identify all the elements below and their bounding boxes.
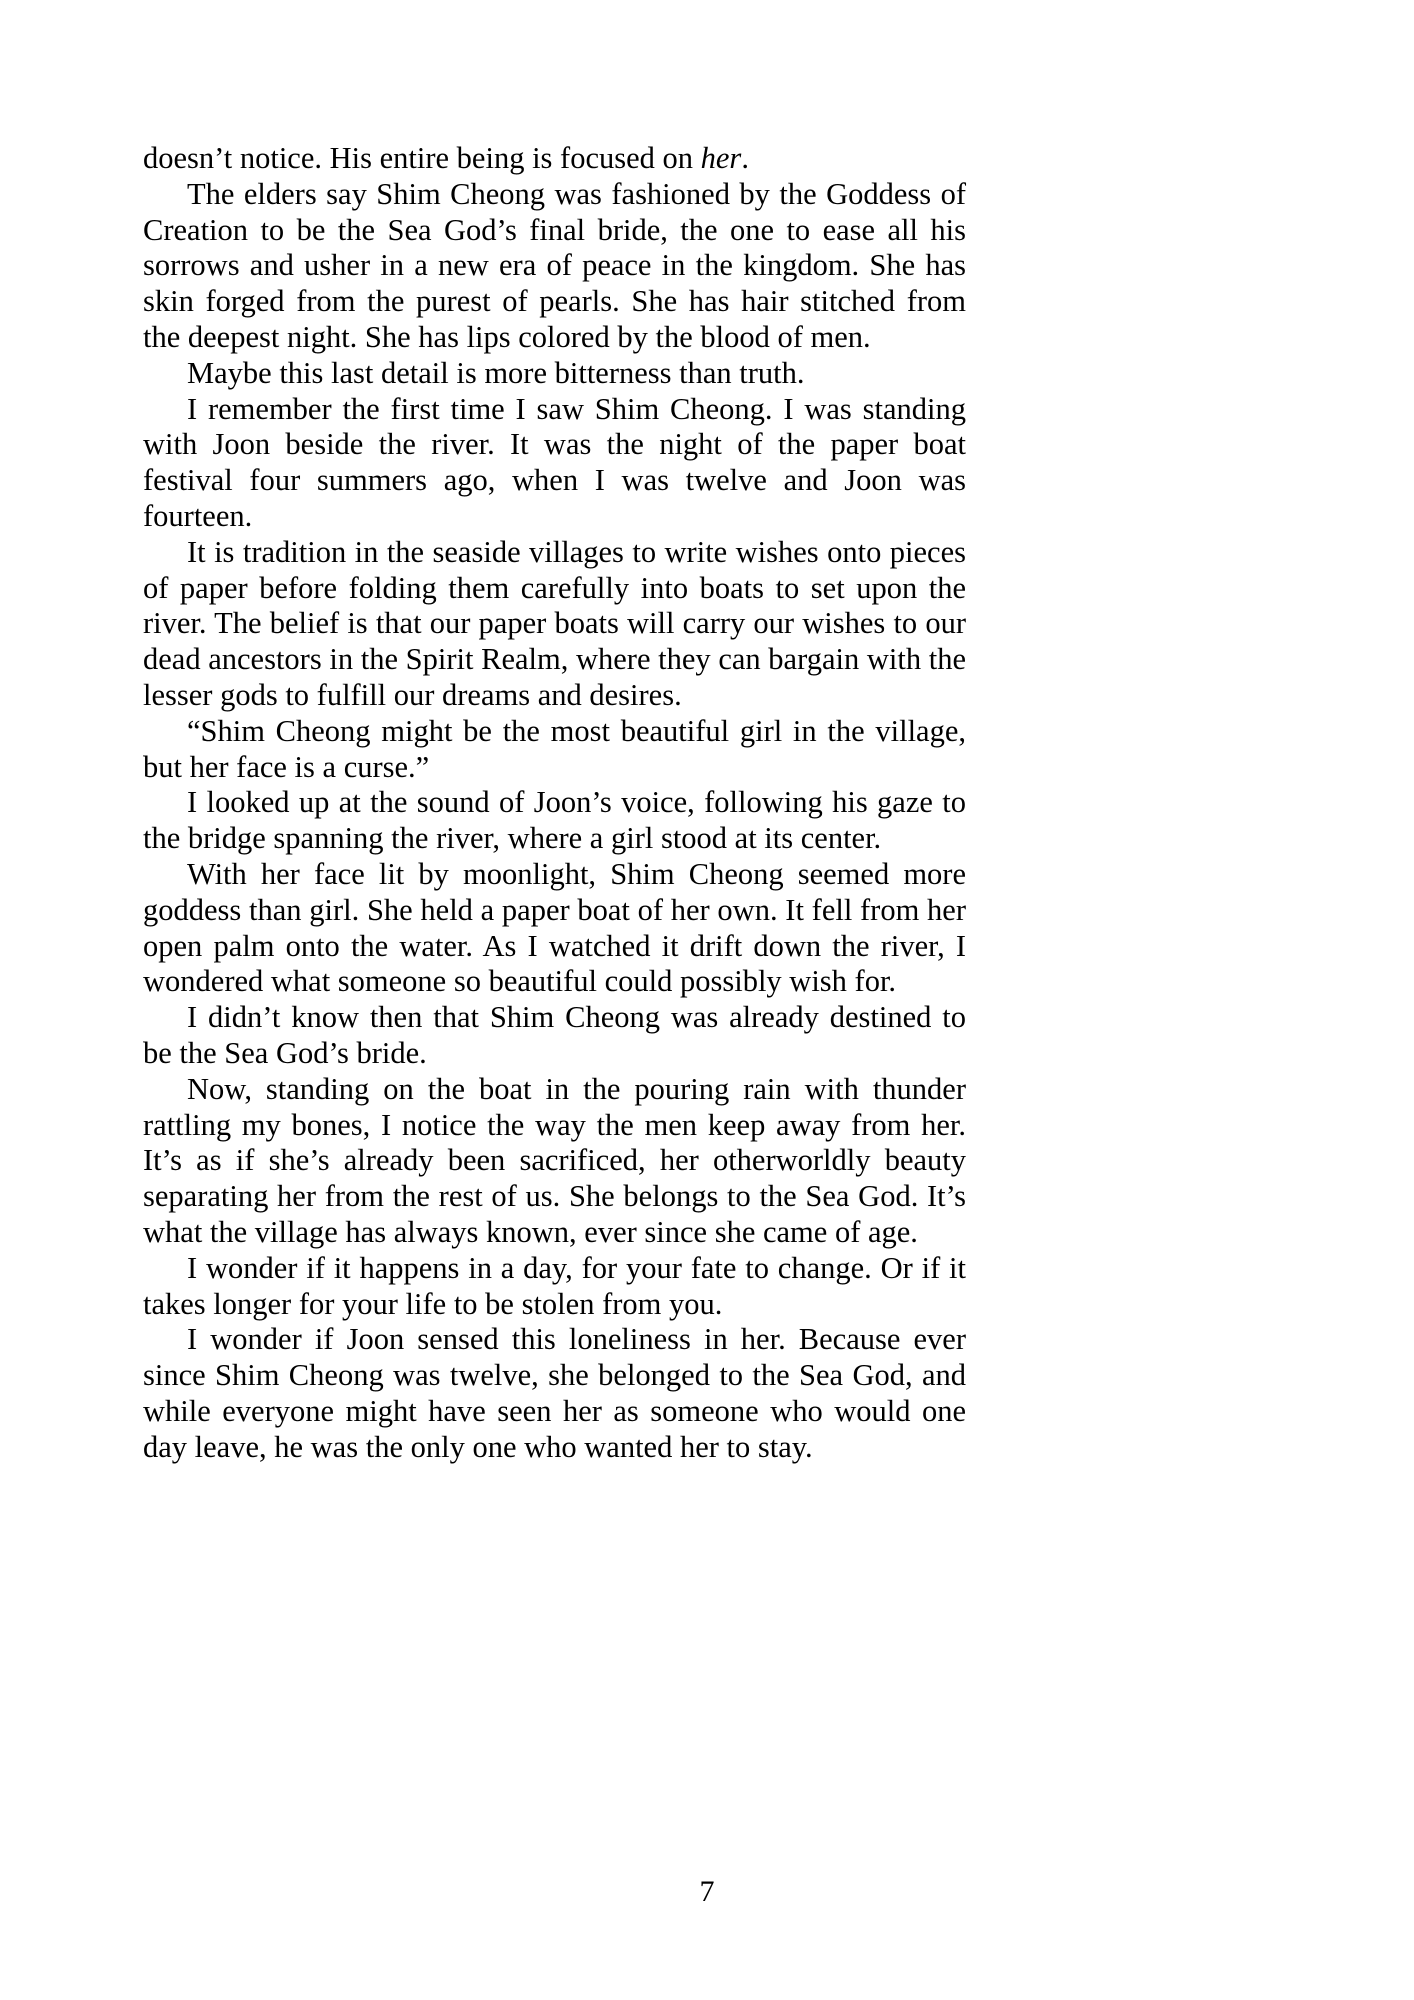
emphasis-text: her [700,141,742,175]
paragraph: Maybe this last detail is more bitterness than truth. [187,355,805,390]
paragraph: With her face lit by moonlight, Shim Cheong seemed more goddess than girl. She held a paper boat of her own. It fell from her open palm onto the water. As I watched it drift down the river, I wondered what someone so beautiful could possibly wish for. [143,856,966,999]
paragraph: It is tradition in the seaside villages to write wishes onto pieces of paper before folding them carefully into boats to set upon the river. The belief is that our paper boats will carry our wishes to our dead ancestors in the Spirit Realm, where they can bargain with the lesser gods to fulfill our dreams and desires. [143,534,966,712]
page-number: 7 [699,1875,715,1908]
paragraph: I didn’t know then that Shim Cheong was already destined to be the Sea God’s bride. [143,1000,966,1070]
paragraph: I wonder if Joon sensed this loneliness in her. Because ever since Shim Cheong was twelve, she belonged to the Sea God, and while everyone might have seen her as someone who would one day leave, he was the only one who wanted her to stay. [143,1322,966,1464]
paragraph: The elders say Shim Cheong was fashioned by the Goddess of Creation to be the Sea God’s final bride, the one to ease all his sorrows and usher in a new era of peace in the kingdom. She has skin forged from the purest of pearls. She has hair stitched from the deepest night. She has lips colored by the blood of men. [143,176,966,354]
paragraph: doesn’t notice. His entire being is focused on her. [143,141,749,175]
paragraph: I looked up at the sound of Joon’s voice, following his gaze to the bridge spanning the river, where a girl stood at its center. [143,785,966,856]
paragraph: I remember the first time I saw Shim Cheong. I was standing with Joon beside the river. It was the night of the paper boat festival four summers ago, when I was twelve and Joon was fourteen. [143,391,966,533]
body-text-block [143,141,966,1465]
paragraph: Now, standing on the boat in the pouring rain with thunder rattling my bones, I notice the way the men keep away from her. It’s as if she’s already been sacrificed, her otherworldly beauty separating her from the rest of us. She belongs to the Sea God. It’s what the village has always known, ever since she came of age. [143,1071,966,1249]
paragraph: I wonder if it happens in a day, for your fate to change. Or if it takes longer for your life to be stolen from you. [143,1250,966,1321]
paragraph: “Shim Cheong might be the most beautiful girl in the village, but her face is a curse.” [143,713,966,784]
